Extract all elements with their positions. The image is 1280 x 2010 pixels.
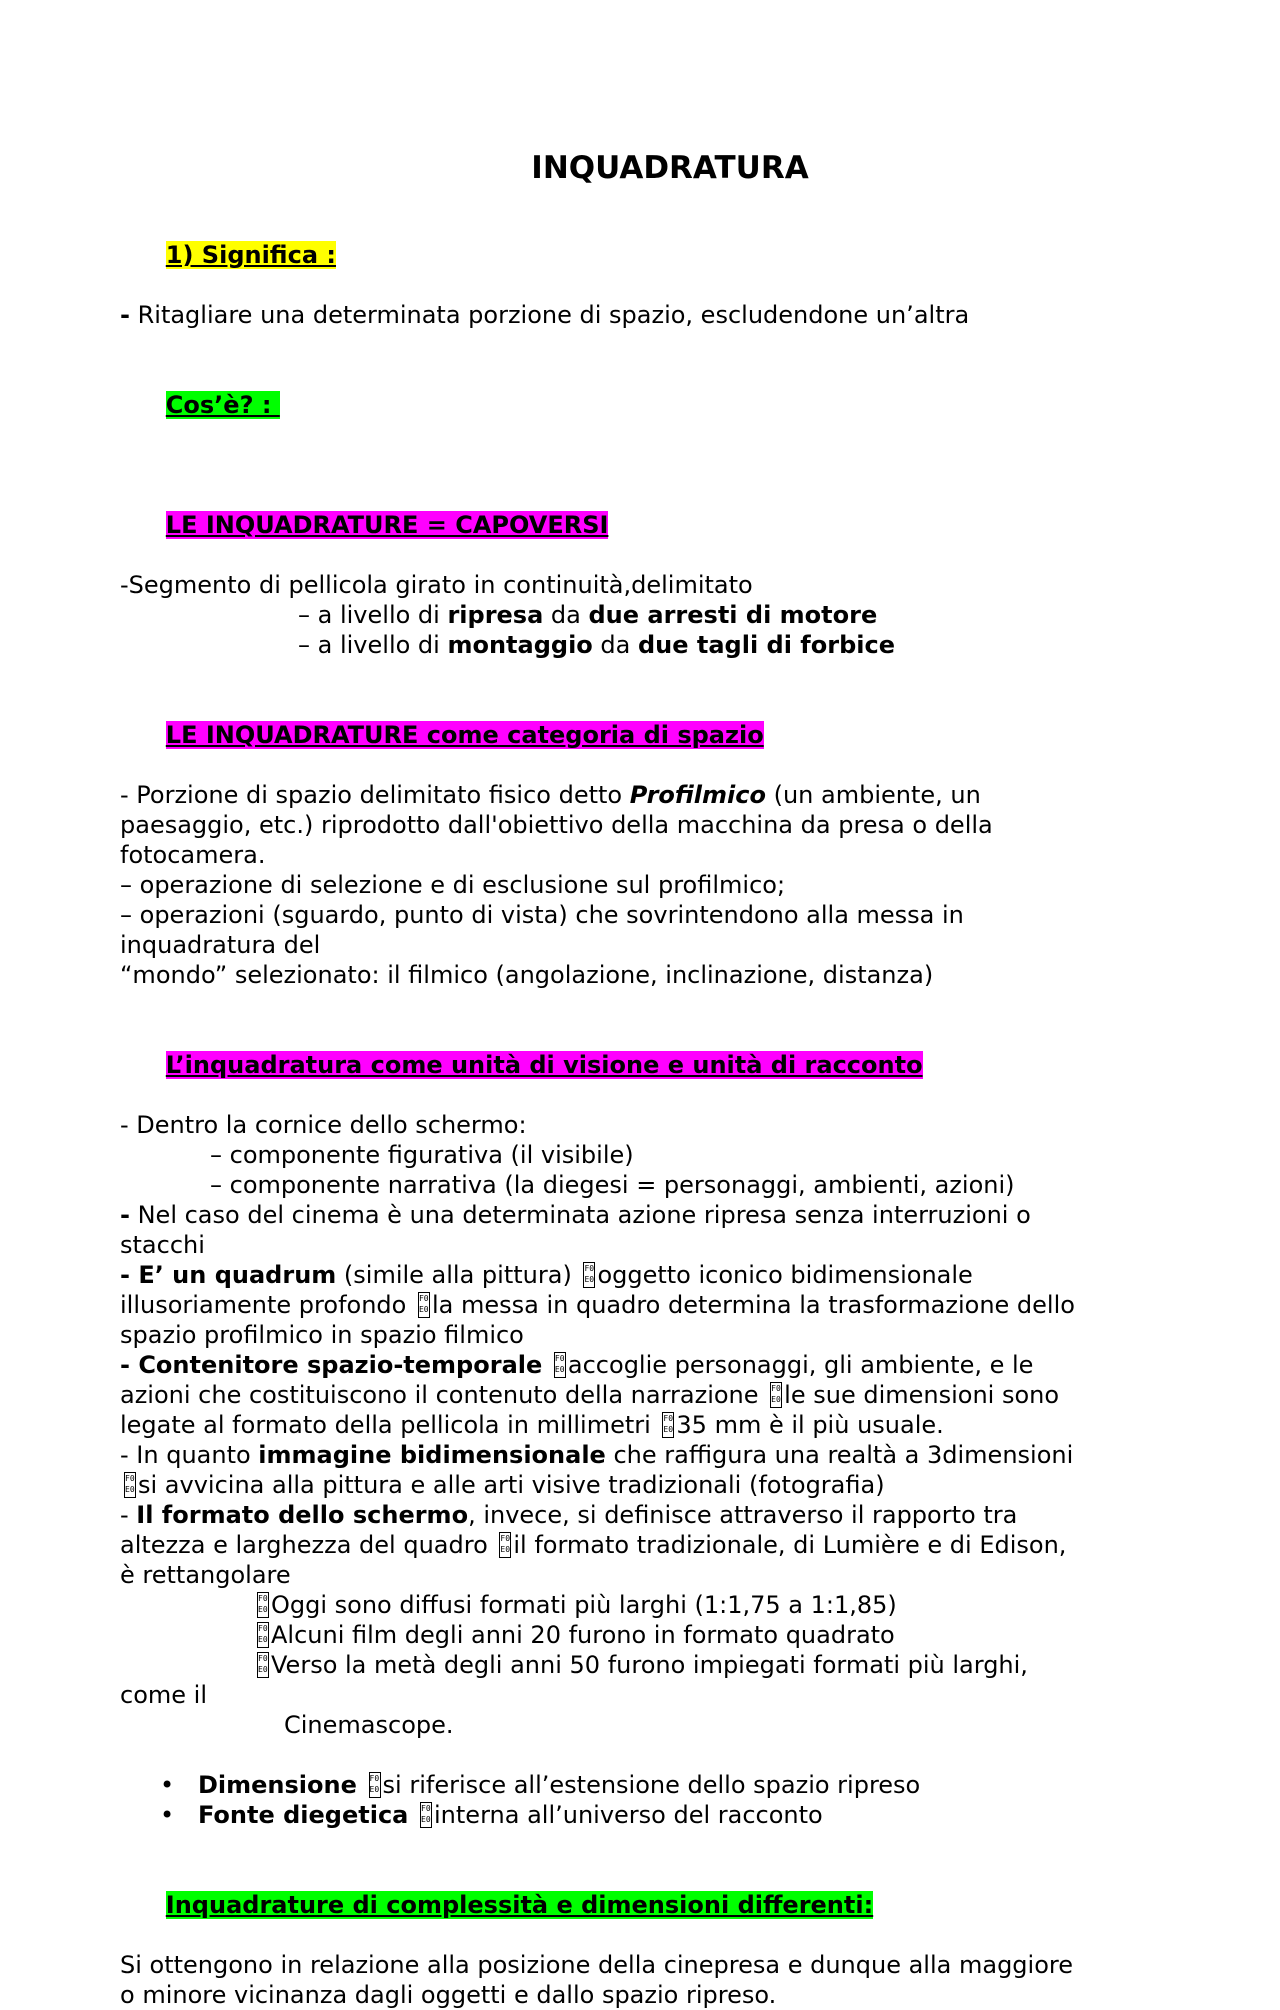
text: il formato tradizionale, di Lumière e di Edison, xyxy=(513,1531,1067,1559)
unita-line-17 xyxy=(120,1590,1180,1620)
text: oggetto iconico bidimensionale xyxy=(597,1261,973,1289)
text-bold: - E’ un quadrum xyxy=(120,1261,337,1289)
text: Nel caso del cinema è una determinata azione ripresa senza interruzioni o xyxy=(129,1201,1031,1229)
text-bold: - Contenitore spazio-temporale xyxy=(120,1351,543,1379)
text-bold: Fonte diegetica xyxy=(198,1801,409,1829)
text: da xyxy=(543,601,589,629)
significa-line xyxy=(120,300,1180,330)
text: le sue dimensioni sono xyxy=(784,1381,1060,1409)
text: – a livello di xyxy=(298,601,448,629)
missing-glyph-icon xyxy=(583,1262,595,1288)
missing-glyph-icon xyxy=(418,1292,430,1318)
heading-cose: Cos’è? : xyxy=(165,391,280,419)
text-bold: due tagli di forbice xyxy=(637,631,895,659)
spazio-line-2: paesaggio, etc.) riprodotto dall'obiettivo della macchina da presa o della xyxy=(120,811,993,839)
unita-line-14 xyxy=(120,1500,1180,1530)
unita-line-5: stacchi xyxy=(120,1231,205,1259)
text: , invece, si definisce attraverso il rapporto tra xyxy=(468,1501,1018,1529)
bullet-icon: • xyxy=(160,1801,175,1829)
section-cose xyxy=(120,360,1180,450)
text: legate al formato della pellicola in millimetri xyxy=(120,1411,659,1439)
text: accoglie personaggi, gli ambiente, e le xyxy=(567,1351,1034,1379)
term-profilmico: Profilmico xyxy=(629,781,766,809)
section-significa xyxy=(120,210,1180,300)
section-spazio xyxy=(120,690,1180,780)
document-body xyxy=(120,148,1180,2010)
unita-line-18 xyxy=(120,1620,1180,1650)
heading-unita: L’inquadratura come unità di visione e unità di racconto xyxy=(165,1051,923,1079)
text: si avvicina alla pittura e alle arti visive tradizionali (fotografia) xyxy=(138,1471,885,1499)
dash: - xyxy=(120,301,130,329)
unita-line-3: – componente narrativa (la diegesi = personaggi, ambienti, azioni) xyxy=(210,1171,1015,1199)
significa-text: Ritagliare una determinata porzione di spazio, escludendone un’altra xyxy=(129,301,970,329)
missing-glyph-icon xyxy=(257,1592,269,1618)
missing-glyph-icon xyxy=(257,1622,269,1648)
heading-spazio: LE INQUADRATURE come categoria di spazio xyxy=(165,721,764,749)
unita-line-15 xyxy=(120,1530,1180,1560)
page-title: INQUADRATURA xyxy=(531,150,809,186)
spazio-line-7: “mondo” selezionato: il filmico (angolazione, inclinazione, distanza) xyxy=(120,961,934,989)
text: Oggi sono diffusi formati più larghi (1:1,75 a 1:1,85) xyxy=(271,1591,897,1619)
unita-line-10 xyxy=(120,1380,1180,1410)
list-item xyxy=(120,1800,1180,1830)
text-bold: due arresti di motore xyxy=(588,601,878,629)
unita-line-4 xyxy=(120,1200,1180,1230)
text: - xyxy=(120,1501,137,1529)
text: da xyxy=(592,631,638,659)
text: azioni che costituiscono il contenuto della narrazione xyxy=(120,1381,767,1409)
spazio-line-1 xyxy=(120,780,1180,810)
spazio-line-4: – operazione di selezione e di esclusione sul profilmico; xyxy=(120,871,786,899)
unita-line-9 xyxy=(120,1350,1180,1380)
text: che raffigura una realtà a 3dimensioni xyxy=(605,1441,1074,1469)
missing-glyph-icon xyxy=(662,1412,674,1438)
missing-glyph-icon xyxy=(124,1472,136,1498)
text: (simile alla pittura) xyxy=(336,1261,580,1289)
spazio-line-3: fotocamera. xyxy=(120,841,266,869)
capoversi-line-1: -Segmento di pellicola girato in continuità,delimitato xyxy=(120,571,753,599)
unita-line-16: è rettangolare xyxy=(120,1561,291,1589)
spazio-line-6: inquadratura del xyxy=(120,931,321,959)
unita-line-8: spazio profilmico in spazio filmico xyxy=(120,1321,524,1349)
section-complessita xyxy=(120,1860,1180,1950)
bullet-list xyxy=(120,1770,1180,1830)
complessita-line-2: o minore vicinanza dagli oggetti e dallo spazio ripreso. xyxy=(120,1981,777,2009)
unita-line-20: come il xyxy=(120,1681,207,1709)
heading-complessita: Inquadrature di complessità e dimensioni differenti: xyxy=(165,1891,874,1919)
missing-glyph-icon xyxy=(554,1352,566,1378)
unita-line-7 xyxy=(120,1290,1180,1320)
unita-line-13 xyxy=(120,1470,1180,1500)
dash: - xyxy=(120,1201,130,1229)
missing-glyph-icon xyxy=(369,1772,381,1798)
unita-line-19 xyxy=(120,1650,1180,1680)
text: - In quanto xyxy=(120,1441,259,1469)
spazio-line-5: – operazioni (sguardo, punto di vista) che sovrintendono alla messa in xyxy=(120,901,964,929)
section-capoversi xyxy=(120,480,1180,570)
text: altezza e larghezza del quadro xyxy=(120,1531,496,1559)
missing-glyph-icon xyxy=(257,1652,269,1678)
capoversi-line-3 xyxy=(120,630,1180,660)
bullet-icon: • xyxy=(160,1771,175,1799)
unita-line-2: – componente figurativa (il visibile) xyxy=(210,1141,634,1169)
text: 35 mm è il più usuale. xyxy=(676,1411,944,1439)
text-bold: immagine bidimensionale xyxy=(258,1441,606,1469)
text: la messa in quadro determina la trasformazione dello xyxy=(431,1291,1075,1319)
heading-significa: 1) Significa : xyxy=(165,241,336,269)
list-item xyxy=(120,1770,1180,1800)
unita-line-12 xyxy=(120,1440,1180,1470)
unita-line-21: Cinemascope. xyxy=(284,1711,454,1739)
unita-line-6 xyxy=(120,1260,1180,1290)
text: interna all’universo del racconto xyxy=(434,1801,823,1829)
unita-line-1: - Dentro la cornice dello schermo: xyxy=(120,1111,527,1139)
text-bold: ripresa xyxy=(447,601,544,629)
text-bold: Il formato dello schermo xyxy=(136,1501,469,1529)
text-bold: Dimensione xyxy=(198,1771,357,1799)
heading-capoversi: LE INQUADRATURE = CAPOVERSI xyxy=(165,511,609,539)
text: Verso la metà degli anni 50 furono impiegati formati più larghi, xyxy=(271,1651,1028,1679)
missing-glyph-icon xyxy=(499,1532,511,1558)
missing-glyph-icon xyxy=(770,1382,782,1408)
text-bold: montaggio xyxy=(447,631,593,659)
text xyxy=(542,1351,550,1379)
section-unita xyxy=(120,1020,1180,1110)
text: si riferisce all’estensione dello spazio ripreso xyxy=(382,1771,921,1799)
complessita-line-1: Si ottengono in relazione alla posizione della cinepresa e dunque alla maggiore xyxy=(120,1951,1073,1979)
text: (un ambiente, un xyxy=(765,781,981,809)
text: – a livello di xyxy=(298,631,448,659)
unita-line-11 xyxy=(120,1410,1180,1440)
capoversi-line-2 xyxy=(120,600,1180,630)
text: illusoriamente profondo xyxy=(120,1291,414,1319)
missing-glyph-icon xyxy=(420,1802,432,1828)
text: Alcuni film degli anni 20 furono in formato quadrato xyxy=(271,1621,895,1649)
text: - Porzione di spazio delimitato fisico detto xyxy=(120,781,630,809)
